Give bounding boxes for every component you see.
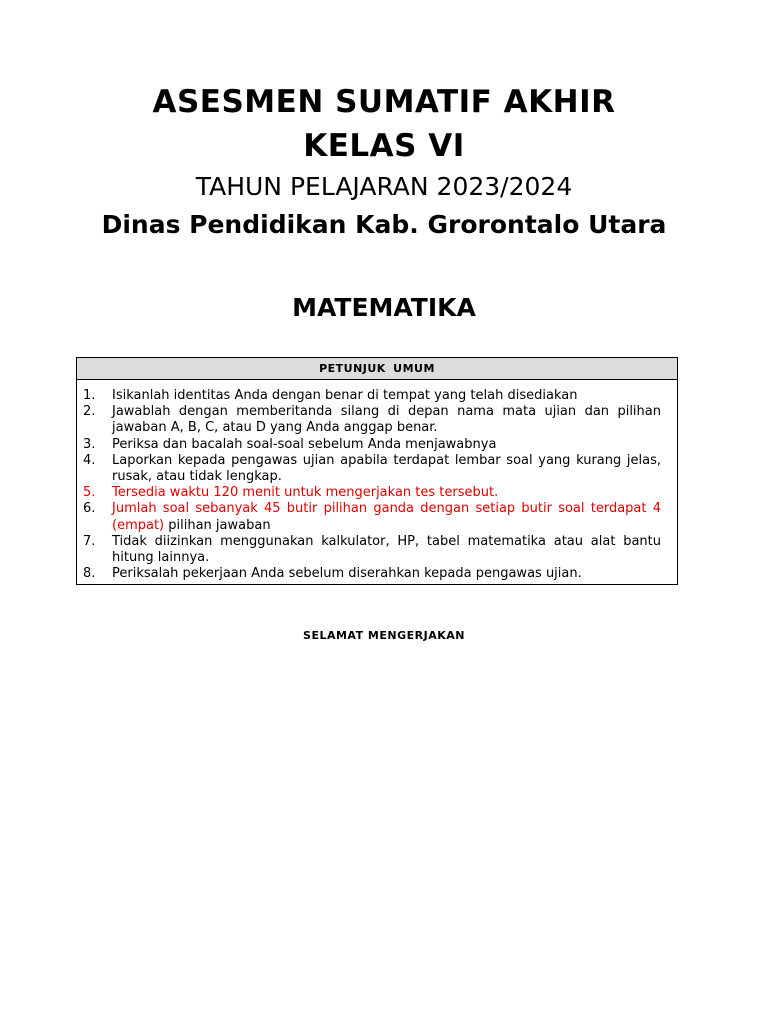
item-number: 4. <box>83 452 96 468</box>
item-text: Periksalah pekerjaan Anda sebelum diserahkan kepada pengawas ujian. <box>112 566 582 582</box>
instruction-item-2 <box>83 404 661 436</box>
item-text: Periksa dan bacalah soal-soal sebelum Anda menjawabnya <box>112 436 497 452</box>
item-number: 6. <box>83 501 96 517</box>
instruction-item-1 <box>83 388 661 404</box>
instruction-item-5 <box>83 485 661 501</box>
item-text-highlight: Jumlah soal sebanyak 45 butir pilihan ganda dengan setiap butir soal terdapat 4 (empat) <box>112 501 661 533</box>
item-text: Laporkan kepada pengawas ujian apabila terdapat lembar soal yang kurang jelas, rusak, atau tidak lengkap. <box>112 452 661 485</box>
item-text: Tidak diizinkan menggunakan kalkulator, HP, tabel matematika atau alat bantu hitung lainnya. <box>112 533 661 566</box>
item-number: 7. <box>83 533 96 549</box>
item-number: 3. <box>83 436 96 452</box>
closing-message: SELAMAT MENGERJAKAN <box>303 629 465 642</box>
instructions-list <box>77 380 677 582</box>
item-text: Jawablah dengan memberitanda silang di depan nama mata ujian dan pilihan jawaban A, B, C, atau D yang Anda anggap benar. <box>112 404 661 436</box>
title-line-2: KELAS VI <box>303 128 465 164</box>
instruction-item-3 <box>83 437 661 453</box>
item-text-rest: pilihan jawaban <box>164 517 271 533</box>
agency-name: Dinas Pendidikan Kab. Grorontalo Utara <box>101 210 667 239</box>
academic-year: TAHUN PELAJARAN 2023/2024 <box>195 172 573 201</box>
instructions-box <box>76 357 678 585</box>
instruction-item-6 <box>83 501 661 533</box>
title-line-1: ASESMEN SUMATIF AKHIR <box>152 84 616 120</box>
item-number: 1. <box>83 388 96 403</box>
item-text: Isikanlah identitas Anda dengan benar di tempat yang telah disediakan <box>112 388 578 403</box>
instruction-item-7 <box>83 534 661 566</box>
item-number: 2. <box>83 404 96 420</box>
instruction-item-8 <box>83 566 661 582</box>
instructions-heading: PETUNJUK UMUM <box>77 358 677 380</box>
instruction-item-4 <box>83 453 661 485</box>
subject-title: MATEMATIKA <box>292 293 476 322</box>
item-number: 5. <box>83 485 96 501</box>
item-text: Tersedia waktu 120 menit untuk mengerjakan tes tersebut. <box>112 485 499 501</box>
item-number: 8. <box>83 566 96 582</box>
item-text <box>112 501 661 533</box>
